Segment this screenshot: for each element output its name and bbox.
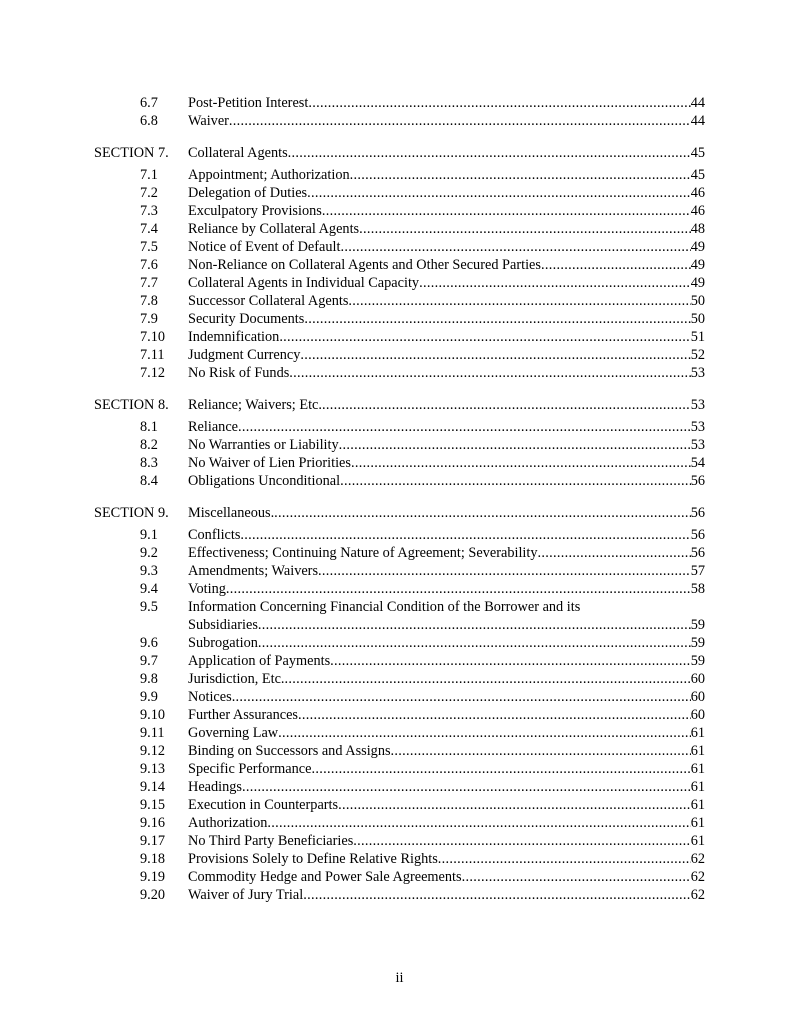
toc-entry-title: Waiver of Jury Trial — [188, 887, 304, 903]
toc-entry-row — [0, 274, 799, 292]
dot-leader — [391, 742, 691, 760]
toc-entry-row — [0, 112, 799, 130]
toc-entry-number: 8.3 — [140, 455, 158, 471]
toc-entry-row — [0, 868, 799, 886]
toc-section-row — [0, 504, 799, 522]
toc-entry-row — [0, 760, 799, 778]
dot-leader — [289, 364, 690, 382]
toc-entry-row — [0, 580, 799, 598]
toc-entry-title-line — [188, 544, 705, 562]
toc-entry-title: Indemnification — [188, 329, 280, 345]
toc-entry-page: 62 — [690, 869, 705, 885]
toc-entry-title-line — [188, 832, 705, 850]
toc-entry-title: Further Assurances — [188, 707, 298, 723]
toc-entry-title-line — [188, 112, 705, 130]
toc-entry-row — [0, 652, 799, 670]
toc-entry-number: 7.10 — [140, 329, 166, 345]
toc-entry-title: Post-Petition Interest — [188, 95, 309, 111]
toc-entry-title: Delegation of Duties — [188, 185, 308, 201]
toc-entry-page: 60 — [690, 707, 705, 723]
toc-entry-page: 50 — [690, 293, 705, 309]
toc-entry-page: 50 — [690, 311, 705, 327]
toc-entry-title: Security Documents — [188, 311, 305, 327]
toc-entry-page: 53 — [690, 365, 705, 381]
toc-entry-row — [0, 706, 799, 724]
toc-entry-title-line — [188, 472, 705, 490]
toc-entry-title-line — [188, 256, 705, 274]
toc-entry-number: SECTION 7. — [94, 145, 169, 161]
dot-leader — [538, 544, 691, 562]
toc-entry-page: 45 — [690, 167, 705, 183]
toc-entry-number: SECTION 8. — [94, 397, 169, 413]
toc-entry-title: Jurisdiction, Etc. — [188, 671, 285, 687]
toc-entry-title: Reliance; Waivers; Etc. — [188, 397, 322, 413]
dot-leader — [238, 418, 691, 436]
toc-entry-number: 9.9 — [140, 689, 158, 705]
toc-entry-page: 61 — [690, 743, 705, 759]
toc-entry-title-line — [188, 796, 705, 814]
toc-entry-number: 9.20 — [140, 887, 166, 903]
toc-section-row — [0, 396, 799, 414]
dot-leader — [242, 778, 691, 796]
toc-entry-row — [0, 778, 799, 796]
toc-entry-number: 9.6 — [140, 635, 158, 651]
toc-entry-row — [0, 292, 799, 310]
toc-entry-title: Execution in Counterparts — [188, 797, 339, 813]
toc-entry-page: 49 — [690, 275, 705, 291]
toc-entry-number: 9.15 — [140, 797, 166, 813]
dot-leader — [304, 310, 690, 328]
toc-entry-title: Appointment; Authorization — [188, 167, 350, 183]
toc-entry-title: Information Concerning Financial Condition of the Borrower and its — [188, 599, 581, 615]
toc-entry-page: 51 — [690, 329, 705, 345]
toc-entry-title: Exculpatory Provisions — [188, 203, 322, 219]
toc-entry-title-line — [188, 454, 705, 472]
page-number: ii — [395, 970, 404, 986]
toc-entry-number: 9.2 — [140, 545, 158, 561]
toc-entry-title: Notices — [188, 689, 232, 705]
dot-leader — [350, 166, 691, 184]
dot-leader — [258, 634, 691, 652]
toc-entry-title-line — [188, 202, 705, 220]
toc-entry-title: Non-Reliance on Collateral Agents and Other Secured Parties — [188, 257, 541, 273]
toc-entry-row — [0, 544, 799, 562]
toc-entry-row — [0, 256, 799, 274]
toc-entry-page: 57 — [690, 563, 705, 579]
dot-leader — [240, 526, 690, 544]
toc-entry-number: 8.2 — [140, 437, 158, 453]
toc-entry-number: 9.13 — [140, 761, 166, 777]
toc-entry-title-line — [188, 706, 705, 724]
toc-entry-title: Authorization — [188, 815, 268, 831]
toc-entry-page: 53 — [690, 419, 705, 435]
toc-section-row — [0, 144, 799, 162]
toc-entry-title: Amendments; Waivers — [188, 563, 319, 579]
toc-entry-number: 9.16 — [140, 815, 166, 831]
toc-entry-row — [0, 328, 799, 346]
toc-entry-title: Reliance — [188, 419, 239, 435]
toc-entry-title: Successor Collateral Agents — [188, 293, 349, 309]
toc-entry-row — [0, 310, 799, 328]
toc-entry-number: 7.3 — [140, 203, 158, 219]
toc-entry-title-line — [188, 144, 705, 162]
toc-entry-title-line — [188, 634, 705, 652]
toc-entry-title: Obligations Unconditional — [188, 473, 341, 489]
toc-entry-title-line — [188, 526, 705, 544]
toc-entry-title: Voting — [188, 581, 226, 597]
toc-entry-page: 60 — [690, 671, 705, 687]
toc-entry-title-line — [188, 760, 705, 778]
dot-leader — [308, 94, 690, 112]
toc-entry-number: 9.8 — [140, 671, 158, 687]
toc-entry-row — [0, 526, 799, 544]
toc-entry-page: 45 — [690, 145, 705, 161]
dot-leader — [298, 706, 691, 724]
toc-entry-page: 61 — [690, 833, 705, 849]
toc-entry-page: 59 — [690, 617, 705, 633]
toc-entry-number: SECTION 9. — [94, 505, 169, 521]
dot-leader — [322, 202, 691, 220]
toc-entry-row — [0, 238, 799, 256]
toc-entry-row — [0, 688, 799, 706]
toc-entry-title-line — [188, 292, 705, 310]
toc-entry-row — [0, 166, 799, 184]
toc-entry-number: 7.11 — [140, 347, 165, 363]
toc-entry-title: No Third Party Beneficiaries — [188, 833, 354, 849]
toc-entry-title: No Warranties or Liability — [188, 437, 339, 453]
toc-entry-title-line — [188, 328, 705, 346]
dot-leader — [232, 688, 691, 706]
toc-entry-number: 7.5 — [140, 239, 158, 255]
toc-entry-title: Waiver — [188, 113, 229, 129]
toc-entry-title-line — [188, 274, 705, 292]
toc-entry-number: 9.10 — [140, 707, 166, 723]
toc-entry-title-line — [188, 94, 705, 112]
toc-entry-title-line — [188, 742, 705, 760]
dot-leader — [462, 868, 691, 886]
dot-leader — [338, 796, 691, 814]
toc-entry-title: Conflicts — [188, 527, 241, 543]
dot-leader — [353, 832, 690, 850]
toc-entry-number: 9.4 — [140, 581, 158, 597]
toc-entry-page: 44 — [690, 113, 705, 129]
dot-leader — [307, 184, 691, 202]
dot-leader — [359, 220, 691, 238]
toc-entry-number: 9.11 — [140, 725, 165, 741]
toc-entry-number: 7.8 — [140, 293, 158, 309]
toc-entry-number: 7.2 — [140, 185, 158, 201]
toc-entry-row — [0, 436, 799, 454]
dot-leader — [278, 724, 691, 742]
dot-leader — [339, 436, 691, 454]
dot-leader — [267, 814, 690, 832]
toc-entry-title: Binding on Successors and Assigns — [188, 743, 391, 759]
dot-leader — [419, 274, 691, 292]
toc-entry-title-line — [188, 724, 705, 742]
toc-entry-page: 61 — [690, 725, 705, 741]
toc-entry-page: 61 — [690, 797, 705, 813]
toc-entry-page: 46 — [690, 185, 705, 201]
dot-leader — [322, 396, 691, 414]
toc-entry-number: 7.9 — [140, 311, 158, 327]
toc-entry-row — [0, 184, 799, 202]
toc-entry-title-line — [188, 868, 705, 886]
toc-entry-row — [0, 742, 799, 760]
toc-entry-number: 9.1 — [140, 527, 158, 543]
toc-entry-row — [0, 94, 799, 112]
dot-leader — [274, 504, 691, 522]
dot-leader — [300, 346, 690, 364]
toc-entry-number: 9.18 — [140, 851, 166, 867]
dot-leader — [303, 886, 691, 904]
toc-entry-title: Commodity Hedge and Power Sale Agreements — [188, 869, 462, 885]
toc-entry-title-line — [188, 396, 705, 414]
toc-entry-page: 44 — [690, 95, 705, 111]
toc-entry-title: Application of Payments — [188, 653, 331, 669]
toc-entry-page: 46 — [690, 203, 705, 219]
toc-entry-row — [0, 814, 799, 832]
toc-entry-title-line — [188, 886, 705, 904]
toc-entry-title-line — [188, 580, 705, 598]
toc-entry-page: 62 — [690, 851, 705, 867]
toc-entry-row — [0, 886, 799, 904]
dot-leader — [279, 328, 690, 346]
toc-entry-title-line — [188, 310, 705, 328]
dot-leader — [330, 652, 691, 670]
toc-entry-title-line — [188, 616, 705, 634]
toc-entry-title-line — [188, 688, 705, 706]
toc-entry-number: 7.7 — [140, 275, 158, 291]
toc-entry-page: 61 — [690, 761, 705, 777]
toc-entry-title-line — [188, 184, 705, 202]
toc-entry-page: 62 — [690, 887, 705, 903]
toc-entry-title: Collateral Agents in Individual Capacity — [188, 275, 420, 291]
toc-entry-title: Collateral Agents — [188, 145, 288, 161]
dot-leader — [340, 238, 690, 256]
toc-entry-title-line — [188, 364, 705, 382]
dot-leader — [351, 454, 691, 472]
toc-entry-page: 49 — [690, 239, 705, 255]
toc-entry-title: Subrogation — [188, 635, 258, 651]
toc-entry-number: 8.4 — [140, 473, 158, 489]
dot-leader — [288, 144, 691, 162]
dot-leader — [226, 580, 691, 598]
toc-entry-number: 6.8 — [140, 113, 158, 129]
toc-entry-title-line — [188, 670, 705, 688]
toc-entry-page: 53 — [690, 397, 705, 413]
toc-entry-title-line — [188, 166, 705, 184]
toc-entry-page: 56 — [690, 473, 705, 489]
toc-entry-title: Provisions Solely to Define Relative Rights — [188, 851, 438, 867]
toc-entry-title-line — [188, 346, 705, 364]
toc-entry-page: 59 — [690, 653, 705, 669]
toc-entry-page: 58 — [690, 581, 705, 597]
toc-entry-row — [0, 832, 799, 850]
toc-entry-title-line — [188, 220, 705, 238]
toc-entry-number: 9.7 — [140, 653, 158, 669]
toc-entry-page: 48 — [690, 221, 705, 237]
toc-entry-title: Governing Law — [188, 725, 279, 741]
toc-entry-page: 61 — [690, 815, 705, 831]
toc-entry-number: 7.4 — [140, 221, 158, 237]
toc-entry-row — [0, 598, 799, 616]
toc-entry-page: 61 — [690, 779, 705, 795]
toc-entry-number: 7.12 — [140, 365, 166, 381]
toc-entry-title-line — [188, 238, 705, 256]
dot-leader — [348, 292, 690, 310]
toc-entry-page: 54 — [690, 455, 705, 471]
toc-entry-page: 60 — [690, 689, 705, 705]
toc-entry-row — [0, 634, 799, 652]
toc-entry-number: 7.1 — [140, 167, 158, 183]
toc-entry-title-line — [188, 778, 705, 796]
toc-entry-number: 9.17 — [140, 833, 166, 849]
toc-entry-title-line — [188, 436, 705, 454]
toc-entry-row — [0, 418, 799, 436]
toc-entry-title-line — [188, 418, 705, 436]
toc-entry-title: Miscellaneous. — [188, 505, 275, 521]
toc-entry-continuation-row — [0, 616, 799, 634]
toc-entry-title: No Risk of Funds — [188, 365, 290, 381]
toc-entry-number: 8.1 — [140, 419, 158, 435]
toc-entry-title-line — [188, 850, 705, 868]
dot-leader — [285, 670, 691, 688]
toc-entry-title-continuation: Subsidiaries — [188, 617, 258, 633]
toc-entry-row — [0, 364, 799, 382]
dot-leader — [438, 850, 691, 868]
toc-entry-page: 59 — [690, 635, 705, 651]
toc-entry-row — [0, 454, 799, 472]
toc-entry-number: 9.14 — [140, 779, 166, 795]
dot-leader — [318, 562, 691, 580]
toc-entry-title: Notice of Event of Default — [188, 239, 341, 255]
toc-entry-page: 56 — [690, 545, 705, 561]
toc-entry-title: Reliance by Collateral Agents — [188, 221, 360, 237]
toc-entry-row — [0, 220, 799, 238]
toc-entry-page: 56 — [690, 505, 705, 521]
toc-entry-page: 49 — [690, 257, 705, 273]
toc-entry-number: 9.12 — [140, 743, 166, 759]
toc-entry-row — [0, 796, 799, 814]
toc-entry-title-line — [188, 504, 705, 522]
toc-entry-row — [0, 202, 799, 220]
toc-entry-title-line — [188, 652, 705, 670]
toc-entry-title: Headings — [188, 779, 242, 795]
toc-entry-title-line — [188, 562, 705, 580]
toc-entry-number: 9.5 — [140, 599, 158, 615]
toc-entry-number: 6.7 — [140, 95, 158, 111]
dot-leader — [541, 256, 691, 274]
toc-entry-row — [0, 724, 799, 742]
toc-entry-row — [0, 850, 799, 868]
toc-entry-title-line — [188, 814, 705, 832]
toc-entry-title: Judgment Currency — [188, 347, 301, 363]
dot-leader — [340, 472, 691, 490]
toc-entry-title: Effectiveness; Continuing Nature of Agreement; Severability — [188, 545, 538, 561]
toc-entry-row — [0, 346, 799, 364]
toc-entry-row — [0, 562, 799, 580]
toc-entry-page: 53 — [690, 437, 705, 453]
toc-entry-number: 9.19 — [140, 869, 166, 885]
toc-entry-title: No Waiver of Lien Priorities — [188, 455, 351, 471]
toc-entry-row — [0, 670, 799, 688]
dot-leader — [258, 616, 691, 634]
toc-entry-number: 7.6 — [140, 257, 158, 273]
toc-entry-page: 56 — [690, 527, 705, 543]
toc-entry-page: 52 — [690, 347, 705, 363]
toc-entry-number: 9.3 — [140, 563, 158, 579]
toc-entry-row — [0, 472, 799, 490]
dot-leader — [229, 112, 691, 130]
dot-leader — [311, 760, 690, 778]
toc-entry-title: Specific Performance — [188, 761, 312, 777]
